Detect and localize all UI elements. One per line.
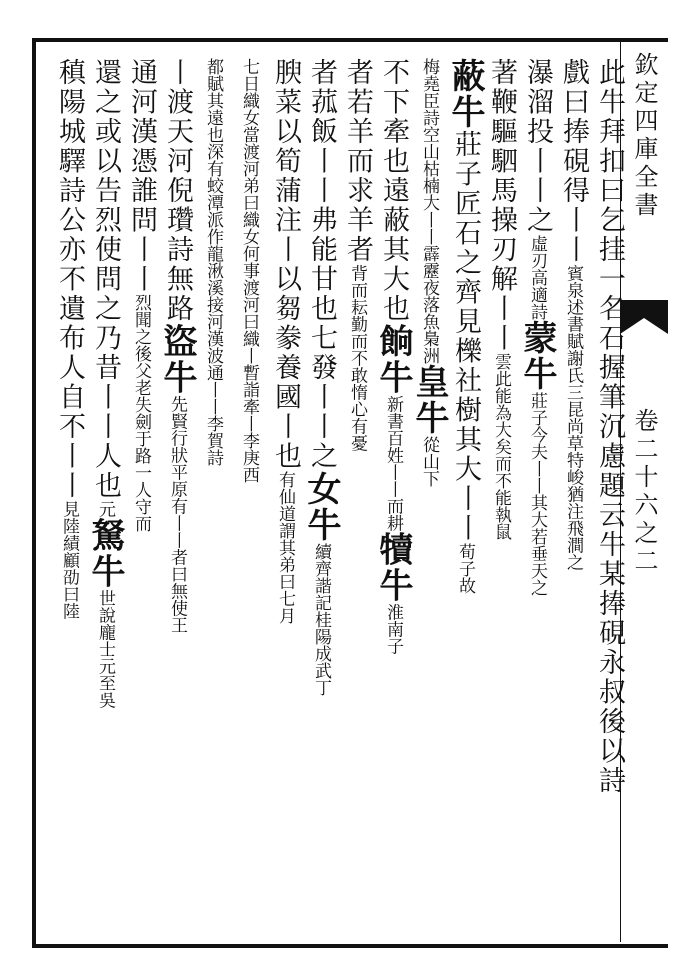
annotation-text: 莊子今夫丨丨其大若垂天之 [527, 392, 547, 596]
annotation-text: 賓泉述書賦謝氏三昆尚草特峻猶注飛澗之 [563, 264, 583, 571]
annotation-text: 虛刃高適詩 [527, 235, 547, 320]
annotation-text: 雲此能為大矣而不能執鼠 [491, 353, 511, 540]
body-text: 莊子匠石之齊見櫟社樹其大丨丨 [450, 130, 481, 543]
text-column-6 [410, 58, 448, 928]
annotation-text: 有仙道謂其弟曰七月 [275, 471, 295, 624]
text-column-11 [230, 58, 268, 928]
text-column-13 [158, 58, 196, 928]
body-text: 著鞭驅駟馬操刃解丨丨 [486, 58, 517, 353]
text-column-5 [446, 58, 484, 928]
body-text: 瀑溜投丨丨之 [522, 58, 553, 235]
entry-heading: 蒙牛 [517, 320, 557, 392]
body-text: 不下牽也遠蔽其大也 [378, 58, 409, 324]
body-text: 丨渡天河倪瓚詩無路 [162, 58, 193, 324]
text-column-8 [338, 58, 376, 928]
entry-heading: 皇牛 [409, 364, 449, 436]
annotation-text: 從山下 [419, 436, 439, 487]
text-column-12 [194, 58, 232, 928]
annotation-text: 元 [95, 500, 115, 518]
text-column-3 [518, 58, 556, 928]
body-text: 戲曰捧硯得丨丨 [558, 58, 589, 265]
annotation-text: 都賦其遠也深有蛟潭派作龍湫溪接河漢波通丨丨李賀詩 [203, 58, 223, 466]
body-text: 還之或以告烈使問之乃昔丨丨人也 [90, 58, 121, 501]
entry-heading: 盜牛 [157, 323, 197, 396]
body-text: 稹陽城驛詩公亦不遺布人自不丨丨 [54, 58, 85, 501]
text-column-4 [482, 58, 520, 928]
annotation-text: 梅堯臣詩空山枯楠大丨丨霹靂夜落魚梟洲 [419, 58, 439, 364]
annotation-text: 荀子故 [455, 543, 475, 594]
text-column-9 [302, 58, 340, 928]
body-text: 通河漢憑誰問丨丨 [126, 58, 157, 294]
annotation-text: 背而耘勤而不敢惰 [347, 264, 367, 401]
text-column-16 [50, 58, 88, 928]
annotation-text: 先賢行狀平原有丨丨者曰無使王 [167, 395, 187, 634]
entry-heading: 駑牛 [85, 517, 125, 590]
entry-heading: 蔽牛 [445, 58, 485, 130]
annotation-text: 烈聞之後父老失劍于路一人守而 [131, 294, 151, 532]
entry-heading: 犢牛 [373, 531, 413, 604]
text-column-7 [374, 58, 412, 928]
text-column-15 [86, 58, 124, 928]
margin-volume-number: 卷二十六之二 [630, 408, 658, 576]
body-text: 腴菜以筍蒲注丨以芻豢養國丨也 [270, 58, 301, 471]
annotation-text: 淮南子 [383, 603, 403, 655]
annotation-text: 七日織女當渡河弟曰織女何事渡河曰織丨暫詣牽丨李庚西 [239, 58, 259, 483]
margin-book-title: 欽定四庫全書 [630, 52, 658, 220]
annotation-text: 世說龐士元至吳 [95, 589, 115, 709]
annotation-text: 新書百姓丨丨而耕 [383, 395, 403, 532]
body-text: 者菰飯丨丨弗能甘也七發丨丨之 [306, 58, 337, 471]
text-column-2 [554, 58, 592, 928]
text-column-10 [266, 58, 304, 928]
body-text: 此牛拜扣曰乞挂一名石握筆沉慮題云牛某捧硯永叔後以詩 [594, 58, 625, 796]
body-text: 者若羊而求羊者 [342, 58, 373, 265]
annotation-text: 心有憂 [347, 400, 367, 452]
text-column-1 [590, 58, 628, 928]
annotation-text: 見陸績顧劭曰陸 [59, 500, 79, 620]
entry-heading: 女牛 [301, 471, 341, 543]
text-column-14 [122, 58, 160, 928]
annotation-text: 續齊諧記桂陽成武丁 [311, 543, 331, 696]
entry-heading: 餉牛 [373, 323, 413, 396]
